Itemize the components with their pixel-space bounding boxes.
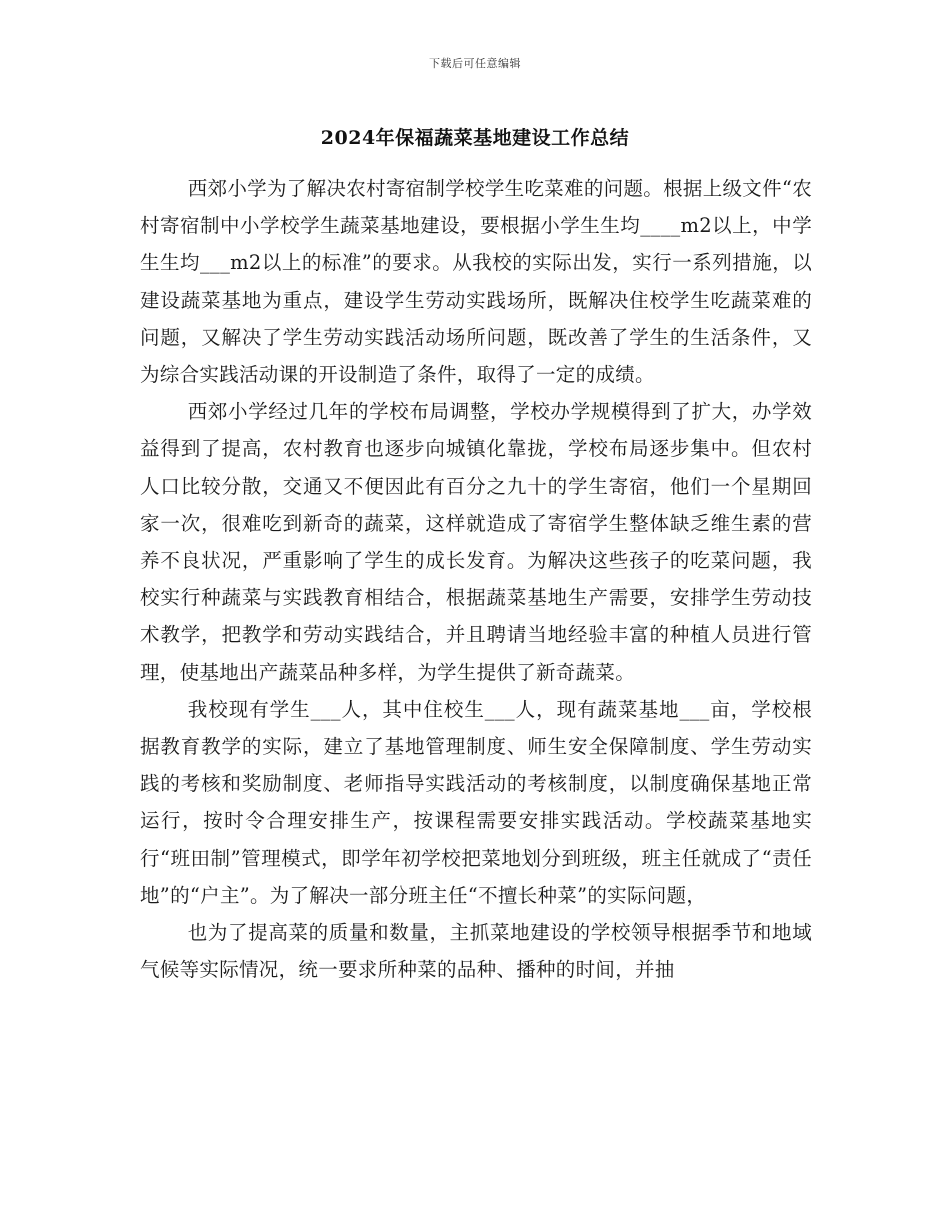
- document-title: 2024年保福蔬菜基地建设工作总结: [320, 127, 630, 149]
- paragraph-1: 西郊小学为了解决农村寄宿制学校学生吃菜难的问题。根据上级文件“农村寄宿制中小学校学生蔬菜基地建设，要根据小学生生均____m2以上，中学生生均___m2以上的标准”的要求。从我校的实际出发，实行一系列措施，以建设蔬菜基地为重点，建设学生劳动实践场所，既解决住校学生吃蔬菜难的问题，又解决了学生劳动实践活动场所问题，既改善了学生的生活条件，又为综合实践活动课的开设制造了条件，取得了一定的成绩。: [140, 177, 812, 387]
- paragraph-3: 我校现有学生___人，其中住校生___人，现有蔬菜基地___亩，学校根据教育教学的实际，建立了基地管理制度、师生安全保障制度、学生劳动实践的考核和奖励制度、老师指导实践活动的考核制度，以制度确保基地正常运行，按时令合理安排生产，按课程需要安排实践活动。学校蔬菜基地实行“班田制”管理模式，即学年初学校把菜地划分到班级，班主任就成了“责任地”的“户主”。为了解决一部分班主任“不擅长种菜”的实际问题，: [140, 697, 812, 907]
- paragraph-2: 西郊小学经过几年的学校布局调整，学校办学规模得到了扩大，办学效益得到了提高，农村教育也逐步向城镇化靠拢，学校布局逐步集中。但农村人口比较分散，交通又不便因此有百分之九十的学生寄宿，他们一个星期回家一次，很难吃到新奇的蔬菜，这样就造成了寄宿学生整体缺乏维生素的营养不良状况，严重影响了学生的成长发育。为解决这些孩子的吃菜问题，我校实行种蔬菜与实践教育相结合，根据蔬菜基地生产需要，安排学生劳动技术教学，把教学和劳动实践结合，并且聘请当地经验丰富的种植人员进行管理，使基地出产蔬菜品种多样，为学生提供了新奇蔬菜。: [140, 400, 812, 684]
- document-body: [140, 170, 812, 988]
- header-note: 下载后可任意编辑: [429, 57, 521, 70]
- paragraph-4: 也为了提高菜的质量和数量，主抓菜地建设的学校领导根据季节和地域气候等实际情况，统一要求所种菜的品种、播种的时间，并抽: [140, 921, 812, 982]
